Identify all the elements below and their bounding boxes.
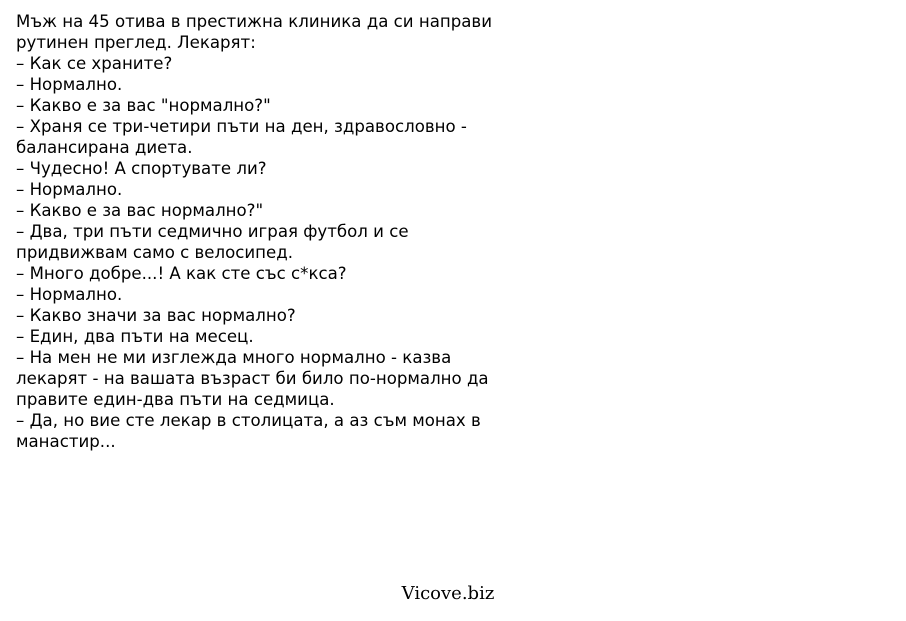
joke-line: балансирана диета. bbox=[16, 138, 193, 157]
joke-line: – Да, но вие сте лекар в столицата, а аз съм монах в bbox=[16, 411, 481, 430]
joke-line: – Как се храните? bbox=[16, 54, 173, 73]
joke-line: придвижвам само с велосипед. bbox=[16, 243, 293, 262]
joke-line: – Какво е за вас "нормално?" bbox=[16, 96, 271, 115]
joke-line: – Нормално. bbox=[16, 75, 123, 94]
joke-line: рутинен преглед. Лекарят: bbox=[16, 33, 256, 52]
joke-line: – Нормално. bbox=[16, 285, 123, 304]
joke-line: лекарят - на вашата възраст би било по-нормално да bbox=[16, 369, 489, 388]
joke-line: – На мен не ми изглежда много нормално - казва bbox=[16, 348, 452, 367]
joke-line: – Един, два пъти на месец. bbox=[16, 327, 254, 346]
joke-line: – Чудесно! А спортувате ли? bbox=[16, 159, 267, 178]
joke-line: – Храня се три-четири пъти на ден, здравословно - bbox=[16, 117, 467, 136]
joke-line: правите един-два пъти на седмица. bbox=[16, 390, 335, 409]
joke-line: – Нормално. bbox=[16, 180, 123, 199]
site-watermark: Vicove.biz bbox=[401, 583, 495, 604]
joke-text bbox=[16, 11, 556, 452]
joke-line: – Какво значи за вас нормално? bbox=[16, 306, 296, 325]
joke-line: манастир... bbox=[16, 432, 116, 451]
joke-line: Мъж на 45 отива в престижна клиника да си направи bbox=[16, 12, 492, 31]
joke-line: – Много добре...! А как сте със с*кса? bbox=[16, 264, 347, 283]
joke-line: – Какво е за вас нормално?" bbox=[16, 201, 264, 220]
joke-line: – Два, три пъти седмично играя футбол и се bbox=[16, 222, 409, 241]
